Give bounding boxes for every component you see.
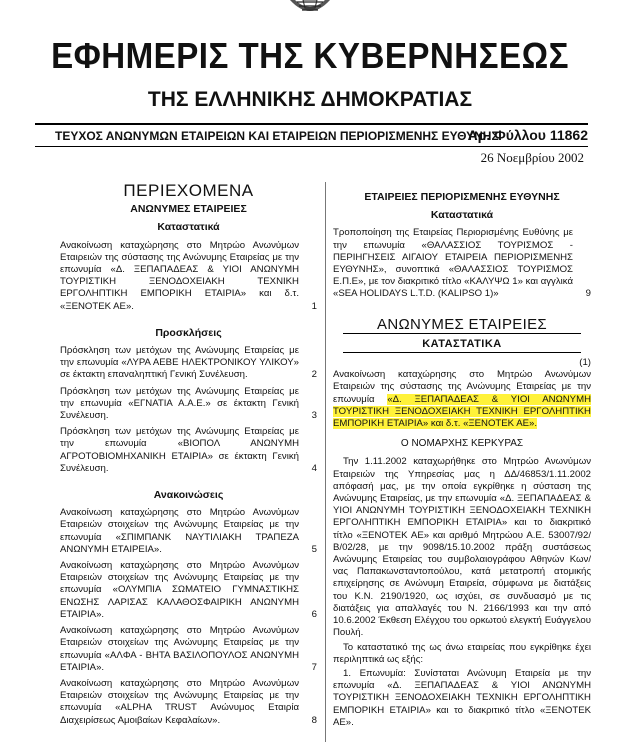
masthead-title: ΕΦΗΜΕΡΙΣ ΤΗΣ ΚΥΒΕΡΝΗΣΕΩΣ [51, 35, 569, 76]
contents-title: ΠΕΡΙΕΧΟΜΕΝΑ [123, 181, 254, 200]
prefect-heading: Ο ΝΟΜΑΡΧΗΣ ΚΕΡΚΥΡΑΣ [400, 438, 524, 450]
toc-entry-text: Πρόσκληση των μετόχων της Ανώνυμης Εταιρείας με την επωνυμία «ΛΥΡΑ ΑΕΒΕ ΗΛΕΚΤΡΟΝΙΚΟΥ ΥΛΙΚΟΥ» σε έκτακτη επαναληπτική Γενική Συνέλευση. [60, 345, 299, 381]
toc-entry-page: 5 [311, 543, 317, 555]
ae-section-heading: ΑΝΩΝΥΜΕΣ ΕΤΑΙΡΕΙΕΣ [377, 315, 547, 333]
issue-date: 26 Νοεμβρίου 2002 [480, 150, 584, 165]
toc-entry-page: 7 [311, 661, 317, 673]
issue-label: ΤΕΥΧΟΣ ΑΝΩΝΥΜΩΝ ΕΤΑΙΡΕΙΩΝ ΚΑΙ ΕΤΑΙΡΕΙΩΝ ΠΕΡΙΟΡΙΣΜΕΝΗΣ ΕΥΘΥΝΗΣ [55, 129, 499, 143]
toc-entry[interactable] [60, 625, 317, 674]
ae-heading-rule [343, 333, 581, 334]
highlighted-company-name: «Δ. ΞΕΠΑΠΑΔΕΑΣ & ΥΙΟΙ ΑΝΩΝΥΜΗ ΤΟΥΡΙΣΤΙΚΗ ΞΕΝΟΔΟΧΕΙΑΚΗ ΤΕΧΝΙΚΗ ΕΡΓΟΛΗΠΤΙΚΗ ΕΜΠΟΡΙΚΗ ΕΤΑΙΡΙΑ» και δ.τ. «ΞΕΝΟΤΕΚ ΑΕ». [333, 393, 591, 430]
announcement-intro-text: Ανακοίνωση καταχώρησης στο Μητρώο Ανωνύμων Εταιρειών της σύστασης της Ανώνυμης Εταιρείας με την επωνυμία [333, 369, 591, 405]
toc-entry-page: 6 [311, 608, 317, 620]
toc-entry[interactable] [60, 426, 317, 475]
header-rule-top [35, 123, 588, 125]
group-heading-statutes: Καταστατικά [157, 221, 220, 234]
announcement-intro [333, 369, 591, 430]
toc-entry-text: Τροποποίηση της Εταιρείας Περιορισμένης Ευθύνης με την επωνυμία «ΘΑΛΑΣΣΙΟΣ ΤΟΥΡΙΣΜΟΣ - ΠΕΡΙΗΓΗΣΕΙΣ ΑΙΓΑΙΟΥ ΕΤΑΙΡΕΙΑ ΠΕΡΙΟΡΙΣΜΕΝΗΣ ΕΥΘΥΝΗΣ», συνοπτικά «ΘΑΛΑΣΣΙΟΣ ΤΟΥΡΙΣΜΟΣ Ε.Π.Ε», με τον διακριτικό τίτλο «ΚΑΛΥΨΩ 1» και αγγλικά «SEA HOLIDAYS L.T.D. (KALIPSO 1)» [333, 227, 573, 300]
toc-entry-text: Ανακοίνωση καταχώρησης στο Μητρώο Ανωνύμων Εταιρειών στοιχείων της Ανώνυμης Εταιρείας με την επωνυμία «ΣΠΙΜΠΑΝΚ ΝΑΥΤΙΛΙΑΚΗ ΤΡΑΠΕΖΑ ΑΝΩΝΥΜΗ ΕΤΑΙΡΕΙΑ». [60, 507, 299, 555]
toc-entry[interactable] [60, 345, 317, 382]
toc-entry-page: 4 [311, 462, 317, 474]
contents-column [60, 175, 317, 731]
epe-subheading: Καταστατικά [430, 209, 494, 222]
statutes-heading-rule [343, 352, 581, 353]
toc-entry-page: 8 [311, 714, 317, 726]
sheet-number: Αρ. Φύλλου 11862 [467, 127, 588, 143]
greek-coat-of-arms-icon [285, 0, 335, 20]
toc-entry-page: 2 [311, 369, 317, 381]
toc-entry-page: 9 [585, 288, 591, 300]
toc-entry-text: Πρόσκληση των μετόχων της Ανώνυμης Εταιρείας με την επωνυμία «ΕΓΝΑΤΙΑ Α.Α.Ε.» σε έκτακτη Γενική Συνέλευση. [60, 385, 299, 422]
toc-entry-page: 1 [311, 300, 317, 312]
toc-entry[interactable] [60, 678, 317, 727]
toc-entry-text: Ανακοίνωση καταχώρησης στο Μητρώο Ανωνύμων Εταιρειών στοιχείων της Ανώνυμης Εταιρείας με την επωνυμία «ΑΛΦΑ - ΒΗΤΑ ΒΑΣΙΛΟΠΟΥΛΟΣ ΑΝΩΝΥΜΗ ΕΤΑΙΡΙΑ». [60, 625, 299, 673]
body-paragraph: Την 1.11.2002 καταχωρήθηκε στο Μητρώο Ανωνύμων Εταιρειών της Υπηρεσίας μας η ΔΔ/46853/1.11.2002 απόφασή μας, με την οποία εγκρίθηκε η σύσταση της Ανώνυμης Εταιρείας, με την επωνυμία «Δ. ΞΕΠΑΠΑΔΕΑΣ & ΥΙΟΙ ΑΝΩΝΥΜΗ ΤΟΥΡΙΣΤΙΚΗ ΞΕΝΟΔΟΧΕΙΑΚΗ ΤΕΧΝΙΚΗ ΕΡΓΟΛΗΠΤΙΚΗ ΕΜΠΟΡΙΚΗ ΕΤΑΙΡΙΑ» και το διακριτικό τίτλο «ΞΕΝΟΤΕΚ ΑΕ» και αριθμό Μητρώου Α.Ε. 53007/92/Β/02/28, με την 9098/15.10.2002 πράξη συστάσεως Ανώνυμης Εταιρείας του συμβολαιογράφου Αθηνών Κων/νας Παπακωνσταντοπούλου, κατά μετατροπή ατομικής επιχείρησης σε Ανώνυμη Εταιρεία, σύμφωνα με διατάξεις του Κ.Ν. 2190/1920, ως ισχύει, σε συνδυασμό με τις διατάξεις για απαλλαγές του Ν. 2166/1993 και την από 10.6.2002 Έκθεση Ελέγχου του ορκωτού ελεγκτή Ευάγγελου Πουλή. [333, 456, 591, 639]
toc-entry-text: Ανακοίνωση καταχώρησης στο Μητρώο Ανωνύμων Εταιρειών στοιχείων της Ανώνυμης Εταιρείας με την επωνυμία «ΟΛΥΜΠΙΑ ΣΩΜΑΤΕΙΟ ΓΥΜΝΑΣΤΙΚΗΣ ΕΝΩΣΗΣ ΛΑΡΙΣΑΣ ΚΑΛΑΘΟΣΦΑΙΡΙΚΗ ΑΝΩΝΥΜΗ ΕΤΑΙΡΙΑ». [60, 560, 299, 620]
header-rule-bottom [35, 146, 588, 147]
toc-entry-page: 3 [311, 410, 317, 422]
toc-entry-epe[interactable] [333, 227, 591, 300]
toc-entry[interactable] [60, 507, 317, 556]
body-column [333, 175, 591, 731]
toc-entry-text: Πρόσκληση των μετόχων της Ανώνυμης Εταιρείας με την επωνυμία «ΒΙΟΠΟΛ ΑΝΩΝΥΜΗ ΑΓΡΟΤΟΒΙΟΜΗΧΑΝΙΚΗ ΕΤΑΙΡΙΑ» σε έκτακτη Γενική Συνέλευση. [60, 426, 299, 474]
body-paragraph: 1. Επωνυμία: Συνίσταται Ανώνυμη Εταιρεία με την επωνυμία «Δ. ΞΕΠΑΠΑΔΕΑΣ & ΥΙΟΙ ΑΝΩΝΥΜΗ ΤΟΥΡΙΣΤΙΚΗ ΞΕΝΟΔΟΧΕΙΑΚΗ ΤΕΧΝΙΚΗ ΕΡΓΟΛΗΠΤΙΚΗ ΕΜΠΟΡΙΚΗ ΕΤΑΙΡΙΑ» και το διακριτικό τίτλο «ΞΕΝΟΤΕΚ ΑΕ». [333, 667, 591, 728]
section-title-epe: ΕΤΑΙΡΕΙΕΣ ΠΕΡΙΟΡΙΣΜΕΝΗΣ ΕΥΘΥΝΗΣ [364, 191, 560, 203]
masthead-subtitle: ΤΗΣ ΕΛΛΗΝΙΚΗΣ ΔΗΜΟΚΡΑΤΙΑΣ [147, 88, 473, 111]
toc-entry-text: Ανακοίνωση καταχώρησης στο Μητρώο Ανωνύμων Εταιρειών της σύστασης της Ανώνυμης Εταιρείας με την επωνυμία «Δ. ΞΕΠΑΠΑΔΕΑΣ & ΥΙΟΙ ΑΝΩΝΥΜΗ ΤΟΥΡΙΣΤΙΚΗ ΞΕΝΟΔΟΧΕΙΑΚΗ ΤΕΧΝΙΚΗ ΕΡΓΟΛΗΠΤΙΚΗ ΕΜΠΟΡΙΚΗ ΕΤΑΙΡΙΑ» και δ.τ. «ΞΕΝΟΤΕΚ ΑΕ». [60, 239, 299, 312]
column-divider [325, 182, 326, 742]
toc-entry[interactable] [60, 386, 317, 423]
item-number: (1) [579, 357, 591, 369]
toc-entry[interactable] [60, 560, 317, 621]
body-paragraph: Το καταστατικό της ως άνω εταιρείας που εγκρίθηκε έχει περιληπτικά ως εξής: [333, 641, 591, 665]
toc-entry[interactable] [60, 240, 317, 313]
toc-entry-text: Ανακοίνωση καταχώρησης στο Μητρώο Ανωνύμων Εταιρειών στοιχείων της Ανώνυμης Εταιρείας με την επωνυμία «ALPHA TRUST Ανώνυμος Εταιρία Διαχειρίσεως Αμοιβαίων Κεφαλαίων». [60, 677, 299, 726]
section-title-ae: ΑΝΩΝΥΜΕΣ ΕΤΑΙΡΕΙΕΣ [130, 203, 247, 216]
group-heading-announcements: Ανακοινώσεις [153, 489, 224, 502]
ae-statutes-heading: ΚΑΤΑΣΤΑΤΙΚΑ [422, 337, 502, 350]
group-heading-invitations: Προσκλήσεις [155, 326, 222, 339]
